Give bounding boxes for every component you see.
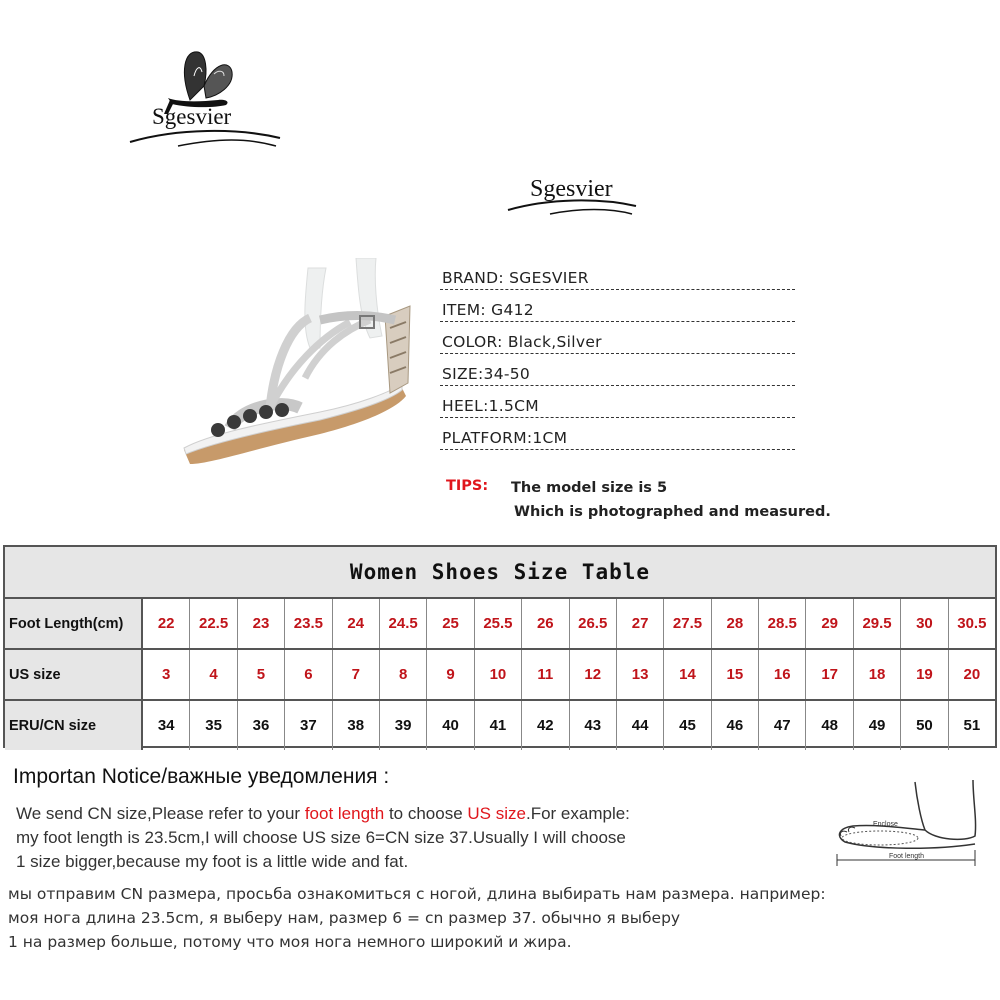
row-header: Foot Length(cm) — [5, 599, 143, 648]
table-cell: 4 — [190, 650, 237, 699]
spec-item: ITEM: G412 — [440, 297, 795, 329]
table-cell: 47 — [759, 701, 806, 750]
notice-ru-line-1: мы отправим CN размера, просьба ознакомиться с ногой, длина выбирать нам размера. например: — [8, 885, 826, 903]
table-cell: 8 — [380, 650, 427, 699]
table-cell: 20 — [963, 666, 981, 683]
foot-measurement-diagram — [825, 780, 985, 870]
table-cell: 34 — [143, 701, 190, 750]
foot-icon — [825, 780, 985, 870]
table-row-us-size — [5, 650, 995, 701]
table-title: Women Shoes Size Table — [5, 547, 995, 599]
table-cell: 15 — [712, 650, 759, 699]
table-cell: 45 — [664, 701, 711, 750]
tips-line-2: Which is photographed and measured. — [514, 504, 831, 520]
enclose-label: Enclose — [873, 821, 898, 828]
table-cell: 40 — [427, 701, 474, 750]
table-cell: 18 — [854, 650, 901, 699]
table-cell: 27 — [617, 599, 664, 648]
notice-ru-line-3: 1 на размер больше, потому что моя нога немного широкий и жира. — [8, 933, 572, 951]
table-cell: 50 — [901, 701, 948, 750]
notice-en-line-2: my foot length is 23.5cm,I will choose US size 6=CN size 37.Usually I will choose — [16, 828, 626, 847]
product-specs — [440, 265, 795, 457]
table-cell: 19 — [901, 650, 948, 699]
notice-en-line-1: We send CN size,Please refer to your foot length to choose US size.For example: — [16, 804, 630, 823]
table-cell: 41 — [475, 701, 522, 750]
table-row-foot-length — [5, 599, 995, 650]
table-cell: 51 — [963, 717, 981, 734]
table-cell: 30 — [901, 599, 948, 648]
table-cell: 13 — [617, 650, 664, 699]
table-cell: 30.5 — [957, 615, 987, 632]
table-cell: 26 — [522, 599, 569, 648]
table-cell: 35 — [190, 701, 237, 750]
table-cell: 7 — [333, 650, 380, 699]
table-cell: 24.5 — [380, 599, 427, 648]
spec-color: COLOR: Black,Silver — [440, 329, 795, 361]
table-cell: 29.5 — [854, 599, 901, 648]
table-cell: 17 — [806, 650, 853, 699]
brand-logo-main — [118, 42, 288, 162]
brand-logo-text-secondary: Sgesvier — [530, 176, 613, 202]
row-header: US size — [5, 650, 143, 699]
table-cell: 27.5 — [664, 599, 711, 648]
spec-size: SIZE:34-50 — [440, 361, 795, 393]
butterfly-shoe-icon — [118, 42, 288, 162]
table-cell: 44 — [617, 701, 664, 750]
notice-title: Importan Notice/важные уведомления : — [13, 765, 390, 788]
size-table — [3, 545, 997, 748]
brand-logo-secondary — [500, 170, 640, 220]
tips-label: TIPS: — [446, 478, 489, 494]
brand-logo-text: Sgesvier — [152, 104, 232, 129]
table-cell: 39 — [380, 701, 427, 750]
table-cell: 42 — [522, 701, 569, 750]
table-cell: 48 — [806, 701, 853, 750]
table-cell: 23.5 — [285, 599, 332, 648]
notice-ru-line-2: моя нога длина 23.5cm, я выберу нам, размер 6 = cn размер 37. обычно я выберу — [8, 909, 681, 927]
table-cell: 28 — [712, 599, 759, 648]
table-cell: 11 — [522, 650, 569, 699]
table-cell: 10 — [475, 650, 522, 699]
table-cell: 22 — [143, 599, 190, 648]
table-cell: 12 — [570, 650, 617, 699]
tips-line-1: The model size is 5 — [511, 480, 668, 496]
table-cell: 5 — [238, 650, 285, 699]
table-cell: 28.5 — [759, 599, 806, 648]
table-cell: 25.5 — [475, 599, 522, 648]
table-cell: 3 — [143, 650, 190, 699]
table-cell: 14 — [664, 650, 711, 699]
product-photo — [170, 258, 435, 490]
table-cell: 9 — [427, 650, 474, 699]
spec-platform: PLATFORM:1CM — [440, 425, 795, 457]
table-cell: 37 — [285, 701, 332, 750]
table-cell: 46 — [712, 701, 759, 750]
notice-en-line-3: 1 size bigger,because my foot is a little wide and fat. — [16, 852, 409, 871]
table-cell: 22.5 — [190, 599, 237, 648]
table-cell: 26.5 — [570, 599, 617, 648]
table-cell: 29 — [806, 599, 853, 648]
table-cell: 16 — [759, 650, 806, 699]
row-header: ERU/CN size — [5, 701, 143, 750]
table-cell: 36 — [238, 701, 285, 750]
table-cell: 23 — [238, 599, 285, 648]
spec-brand: BRAND: SGESVIER — [440, 265, 795, 297]
table-row-eu-cn-size — [5, 701, 995, 750]
table-cell: 43 — [570, 701, 617, 750]
table-cell: 38 — [333, 701, 380, 750]
table-cell: 6 — [285, 650, 332, 699]
table-cell: 24 — [333, 599, 380, 648]
table-cell: 25 — [427, 599, 474, 648]
spec-heel: HEEL:1.5CM — [440, 393, 795, 425]
table-cell: 49 — [854, 701, 901, 750]
tips — [446, 478, 831, 520]
foot-length-label: Foot length — [889, 853, 925, 860]
